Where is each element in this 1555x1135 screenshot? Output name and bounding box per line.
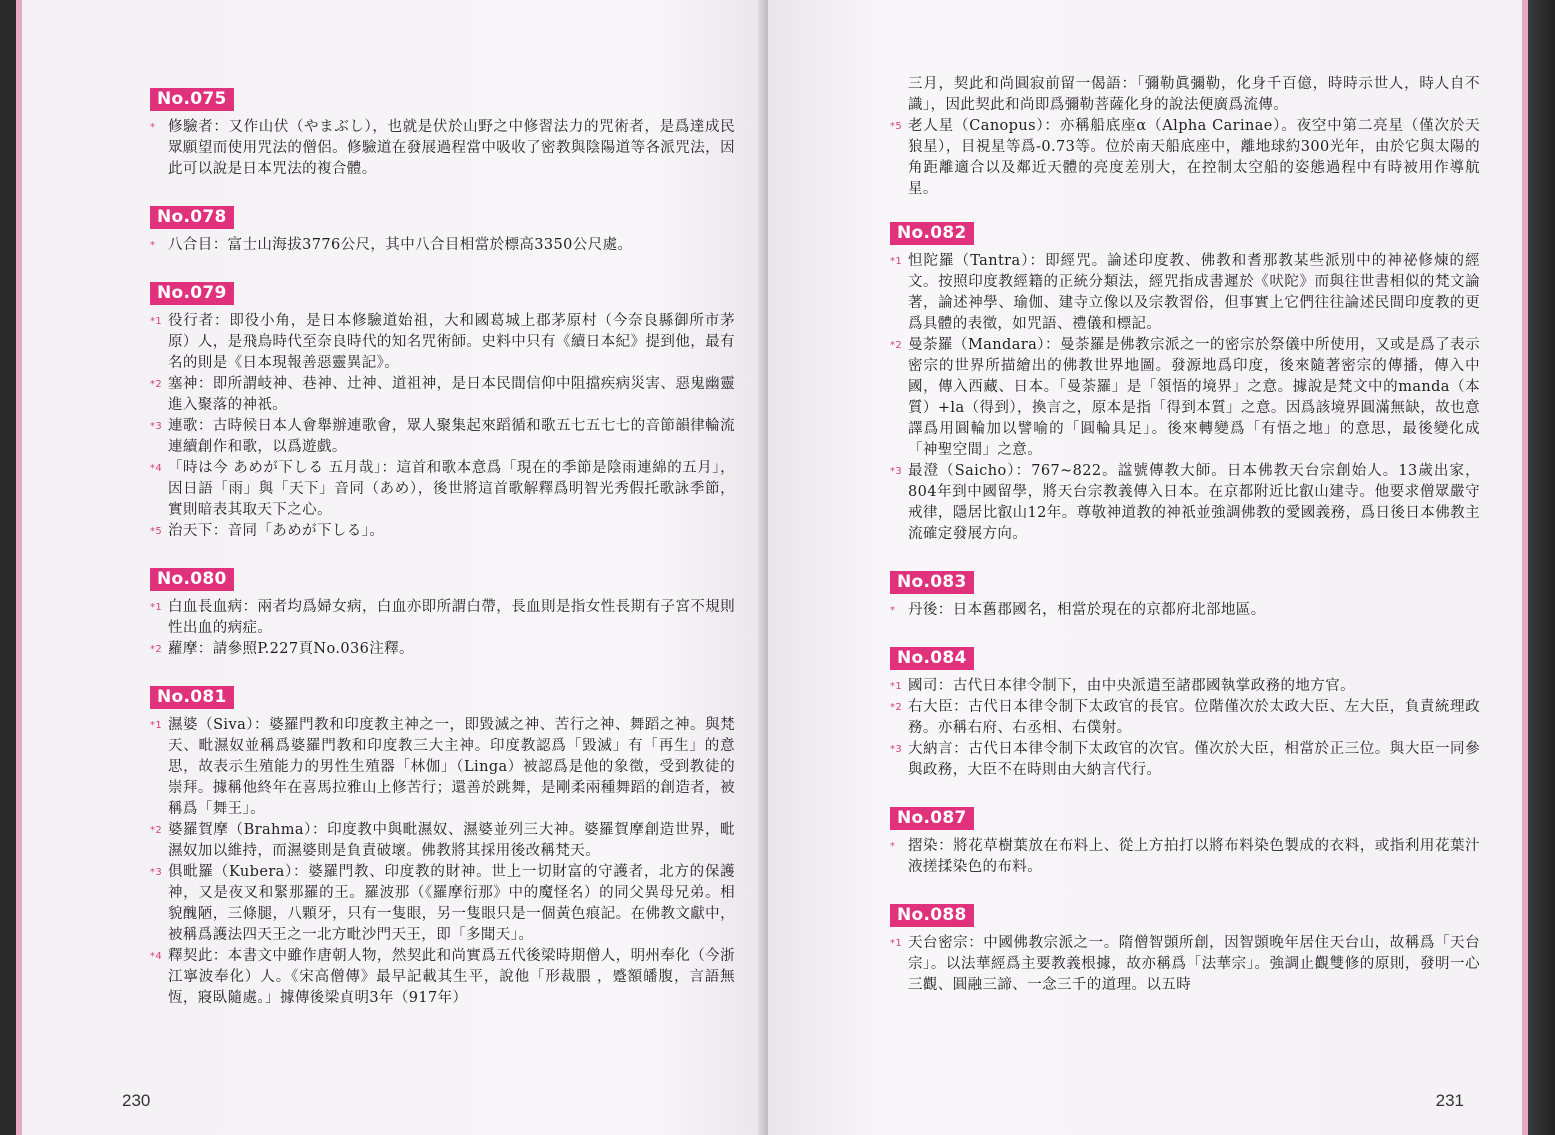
section-label: No.088 (890, 904, 974, 927)
right-notes-column (890, 74, 1480, 1022)
note-section (150, 686, 735, 1009)
footnote-marker: * (890, 605, 896, 616)
footnote-text: 塞神：即所謂岐神、巷神、辻神、道祖神，是日本民間信仰中阻擋疾病災害、惡鬼幽靈進入聚落的神祇。 (168, 376, 735, 413)
footnote-text: 役行者：即役小角，是日本修驗道始祖，大和國葛城上郡茅原村（今奈良縣御所市茅原）人，是飛鳥時代至奈良時代的知名咒術師。史料中只有《續日本紀》提到他，最有名的則是《日本現報善惡靈異記》。 (168, 313, 735, 371)
left-notes-column (150, 88, 735, 1035)
section-label: No.082 (890, 222, 974, 245)
note-section (890, 222, 1480, 545)
footnote (150, 374, 735, 416)
footnote (150, 820, 735, 862)
note-section (890, 904, 1480, 996)
footnote-text: 治天下：音同「あめが下しる」。 (168, 523, 385, 539)
footnote-text: 白血長血病：兩者均爲婦女病，白血亦即所謂白帶，長血則是指女性長期有子宮不規則性出血的病症。 (168, 599, 735, 636)
footnote-marker: *5 (890, 121, 903, 132)
footnote (890, 739, 1480, 781)
footnote-text: 怛陀羅（Tantra）：即經咒。論述印度教、佛教和耆那教某些派別中的神祕修煉的經文。按照印度教經籍的正統分類法，經咒指成書遲於《吠陀》而與往世書相似的梵文論著，論述神學、瑜伽、建寺立像以及宗教習俗，但事實上它們往往論述民間印度教的更爲具體的表徵，如咒語、禮儀和標記。 (908, 253, 1480, 332)
footnote (890, 933, 1480, 996)
footnote-text: 修驗者：又作山伏（やまぶし），也就是伏於山野之中修習法力的咒術者，是爲達成民眾願望而使用咒法的僧侶。修驗道在發展過程當中吸收了密教與陰陽道等各派咒法，因此可以說是日本咒法的複合體。 (168, 119, 735, 177)
footnote-marker: *1 (150, 602, 163, 613)
page-number-right: 231 (1435, 1091, 1464, 1110)
footnote-marker: * (150, 240, 156, 251)
footnote-marker: *2 (150, 825, 163, 836)
footnote-text: 俱毗羅（Kubera）：婆羅門教、印度教的財神。世上一切財富的守護者，北方的保護神，又是夜叉和緊那羅的王。羅波那（《羅摩衍那》中的魔怪名）的同父異母兄弟。相貌醜陋，三條腿，八顆牙，只有一隻眼，另一隻眼只是一個黃色痕記。在佛教文獻中，被稱爲護法四天王之一北方毗沙門天王，即「多聞天」。 (168, 864, 735, 943)
footnote-marker: *3 (890, 744, 903, 755)
footnote (890, 461, 1480, 545)
footnote (150, 862, 735, 946)
section-label: No.087 (890, 807, 974, 830)
right-page (768, 0, 1528, 1135)
page-number-left: 230 (122, 1091, 151, 1110)
footnote-text: 八合目：富士山海拔3776公尺，其中八合目相當於標高3350公尺處。 (168, 237, 633, 253)
section-label: No.081 (150, 686, 234, 709)
section-label: No.075 (150, 88, 234, 111)
footnote-marker: *5 (150, 526, 163, 537)
footnote-marker: *2 (150, 379, 163, 390)
footnote-marker: * (150, 122, 156, 133)
footnote-text: 曼荼羅（Mandara）：曼荼羅是佛教宗派之一的密宗於祭儀中所使用，又或是爲了表示密宗的世界所描繪出的佛教世界地圖。發源地爲印度，後來隨著密宗的傳播，傳入中國，傳入西藏、日本。「曼荼羅」是「領悟的境界」之意。據說是梵文中的manda（本質）+la（得到），換言之，原本是指「得到本質」之意。因爲該境界圓滿無缺，故也意譯爲用圓輪加以譬喻的「圓輪具足」。後來轉變爲「有悟之地」的意思，最後變化成「神聖空間」之意。 (908, 337, 1480, 458)
section-label: No.083 (890, 571, 974, 594)
open-book (6, 0, 1555, 1135)
section-label: No.080 (150, 568, 234, 591)
footnote (890, 676, 1480, 697)
footnote-text: 右大臣：古代日本律令制下太政官的長官。位階僅次於太政大臣、左大臣，負責統理政務。亦稱右府、右丞相、右僕射。 (908, 699, 1480, 736)
footnote-marker: * (890, 841, 896, 852)
footnote (150, 416, 735, 458)
footnote (890, 697, 1480, 739)
footnote-marker: *2 (890, 702, 903, 713)
footnote-text: 老人星（Canopus）：亦稱船底座α（Alpha Carinae）。夜空中第二亮星（僅次於天狼星），目視星等爲-0.73等。位於南天船底座中，離地球約300光年，由於它與太陽的角距離適合以及鄰近天體的亮度差別大，在控制太空船的姿態過程中有時被用作導航星。 (908, 118, 1480, 197)
footnote-marker: *1 (890, 938, 903, 949)
footnote-text: 天台密宗：中國佛教宗派之一。隋僧智顗所創，因智顗晚年居住天台山，故稱爲「天台宗」。以法華經爲主要教義根據，故亦稱爲「法華宗」。強調止觀雙修的原則，發明一心三觀、圓融三諦、一念三千的道理。以五時 (908, 935, 1480, 993)
footnote-marker: *2 (150, 644, 163, 655)
note-section (150, 568, 735, 660)
footnote (150, 946, 735, 1009)
footnote (150, 458, 735, 521)
note-section (150, 282, 735, 542)
background-edge (1528, 0, 1555, 1135)
continued-notes (890, 74, 1480, 200)
footnote (890, 600, 1480, 621)
section-label: No.084 (890, 647, 974, 670)
footnote-text: 最澄（Saicho）：767~822。諡號傳教大師。日本佛教天台宗創始人。13歲出家，804年到中國留學，將天台宗教義傳入日本。在京都附近比叡山建寺。他要求僧眾嚴守戒律，隱居比叡山12年。尊敬神道教的神祇並強調佛教的愛國義務，爲日後日本佛教主流確定發展方向。 (908, 463, 1480, 542)
footnote (150, 715, 735, 820)
footnote-marker: *4 (150, 951, 163, 962)
footnote (890, 74, 1480, 116)
footnote-text: 丹後：日本舊郡國名，相當於現在的京都府北部地區。 (908, 602, 1266, 618)
footnote-marker: *3 (150, 421, 163, 432)
footnote (890, 116, 1480, 200)
footnote-text: 大納言：古代日本律令制下太政官的次官。僅次於大臣，相當於正三位。與大臣一同參與政務，大臣不在時則由大納言代行。 (908, 741, 1480, 778)
footnote-marker: *2 (890, 340, 903, 351)
footnote-text: 濕婆（Siva）：婆羅門教和印度教主神之一，即毀滅之神、苦行之神、舞蹈之神。與梵天、毗濕奴並稱爲婆羅門教和印度教三大主神。印度教認爲「毀滅」有「再生」的意思，故表示生殖能力的男性生殖器「林伽」（Linga）被認爲是他的象徵，受到教徒的崇拜。據稱他終年在喜馬拉雅山上修苦行；還善於跳舞，是剛柔兩種舞蹈的創造者，被稱爲「舞王」。 (168, 717, 735, 817)
note-section (890, 647, 1480, 781)
footnote (150, 521, 735, 542)
footnote (890, 251, 1480, 335)
footnote-marker: *1 (890, 256, 903, 267)
footnote (150, 597, 735, 639)
footnote-text: 蘿摩：請參照P.227頁No.036注釋。 (168, 641, 414, 657)
footnote-text: 國司：古代日本律令制下，由中央派遣至諸郡國執掌政務的地方官。 (908, 678, 1355, 694)
note-section (150, 88, 735, 180)
footnote (150, 639, 735, 660)
note-section (890, 571, 1480, 621)
left-page (16, 0, 768, 1135)
section-label: No.078 (150, 206, 234, 229)
footnote-marker: *1 (150, 316, 163, 327)
footnote-marker: *1 (890, 681, 903, 692)
footnote (890, 335, 1480, 461)
footnote-marker: *4 (150, 463, 163, 474)
footnote (150, 235, 735, 256)
footnote (150, 117, 735, 180)
note-section (150, 206, 735, 256)
footnote-text: 釋契此：本書文中雖作唐朝人物，然契此和尚實爲五代後梁時期僧人，明州奉化（今浙江寧波奉化）人。《宋高僧傳》最早記載其生平，說他「形裁腲 ，蹙額皤腹，言語無恆，寢臥隨處。」據傳後梁貞明3年（917年） (168, 948, 735, 1006)
footnote (150, 311, 735, 374)
footnote-text: 婆羅賀摩（Brahma）：印度教中與毗濕奴、濕婆並列三大神。婆羅賀摩創造世界，毗濕奴加以維持，而濕婆則是負責破壞。佛教將其採用後改稱梵天。 (168, 822, 735, 859)
footnote-text: 連歌：古時候日本人會舉辦連歌會，眾人聚集起來蹈循和歌五七五七七的音節韻律輪流連續創作和歌，以爲遊戲。 (168, 418, 735, 455)
footnote-text: 「時は今 あめが下しる 五月哉」：這首和歌本意爲「現在的季節是陰雨連綿的五月」，因日語「雨」與「天下」音同（あめ），後世將這首歌解釋爲明智光秀假托歌詠季節，實則暗表其取天下之心。 (168, 460, 735, 518)
footnote-marker: *3 (890, 466, 903, 477)
footnote-text: 摺染：將花草樹葉放在布料上、從上方拍打以將布料染色製成的衣料，或指利用花葉汁液搓揉染色的布料。 (908, 838, 1480, 875)
footnote (890, 836, 1480, 878)
section-label: No.079 (150, 282, 234, 305)
footnote-text: 三月，契此和尚圓寂前留一偈語：「彌勒眞彌勒，化身千百億，時時示世人，時人自不識」，因此契此和尚即爲彌勒菩薩化身的說法便廣爲流傳。 (908, 76, 1480, 113)
footnote-marker: *3 (150, 867, 163, 878)
footnote-marker: *1 (150, 720, 163, 731)
note-section (890, 807, 1480, 878)
